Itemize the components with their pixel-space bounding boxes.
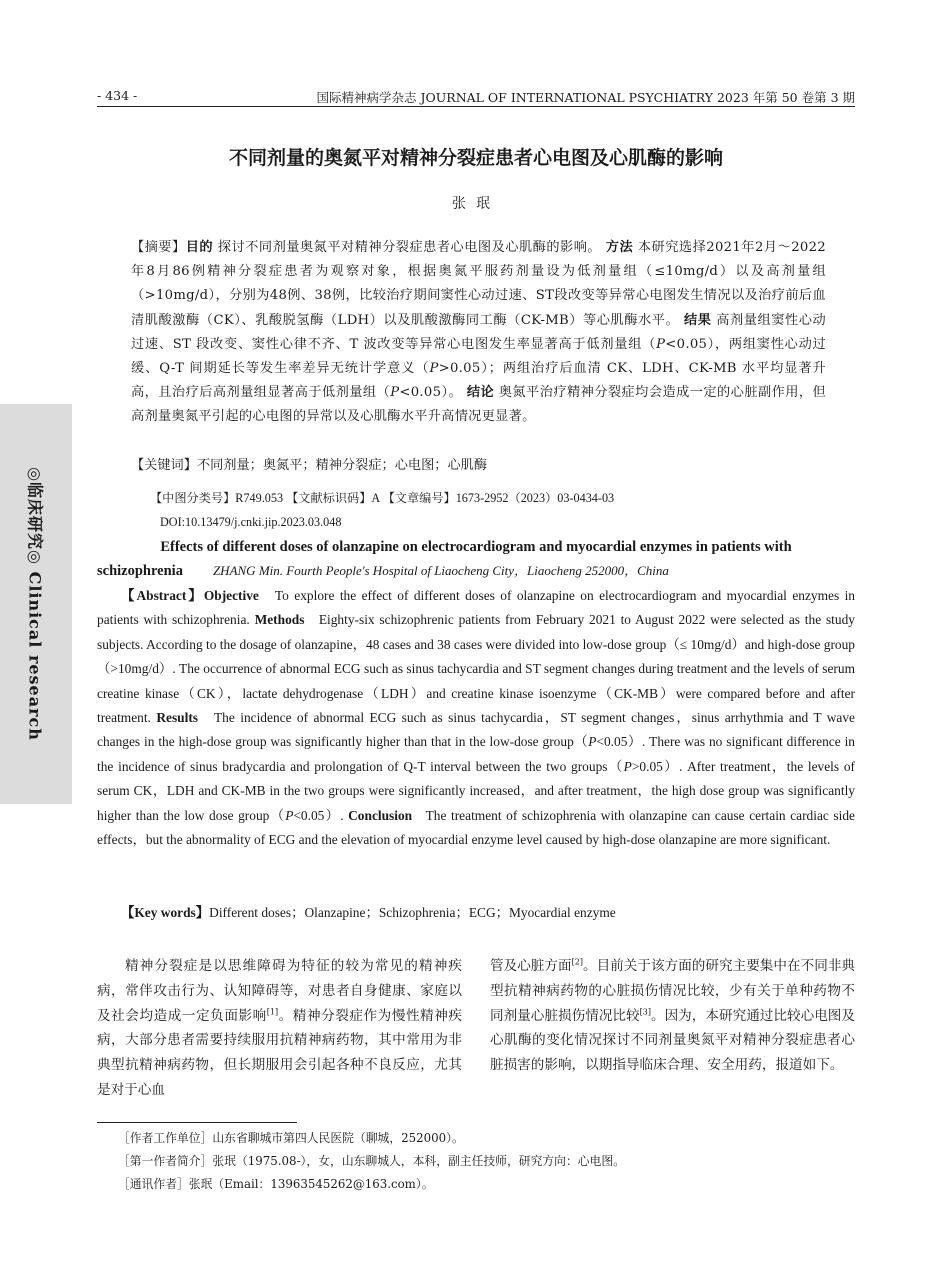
- keywords-en-label: 【Key words】: [121, 905, 210, 920]
- objective-text: 探讨不同剂量奥氮平对精神分裂症患者心电图及心肌酶的影响。: [217, 240, 602, 255]
- conclusion-en-text: The treatment of schizophrenia with olanzapine can cause certain cardiac side effects，but the abnormality of ECG and the elevation of myocardial enzyme level caused by high-dose olanzapine are more significant.: [97, 807, 855, 848]
- body-column-right: [490, 954, 855, 1078]
- objective-en-label: Objective: [203, 588, 259, 603]
- footnote-affiliation: ［作者工作单位］山东省聊城市第四人民医院（聊城，252000）。: [118, 1131, 464, 1145]
- methods-en-text: Eighty-six schizophrenic patients from February 2021 to August 2022 were selected as the study subjects. According to the dosage of olanzapine，48 cases and 38 cases were divided into low-dose group（≤ 10mg/d）and high-dose group（>10mg/d）. The occurrence of abnormal ECG such as sinus tachycardia and ST segment changes during treatment and the levels of serum creatine kinase（CK），lactate dehydrogenase（LDH）and creatine kinase isoenzyme（CK-MB）were compared before and after treatment.: [97, 612, 855, 726]
- conclusion-label: 结论: [466, 385, 495, 401]
- citation-ref[interactable]: [3]: [639, 1007, 651, 1017]
- results-en-text: >0.05）. After treatment，the levels of serum CK，LDH and CK-MB in the two groups were significantly increased，and after treatment，the high dose group was significantly higher than the low dose group（: [97, 758, 856, 823]
- objective-en-text: To explore the effect of different doses of olanzapine on electrocardiogram and myocardial enzymes in patients with schizophrenia.: [97, 588, 855, 628]
- results-text: <0.05）。: [399, 385, 463, 401]
- keywords-english: [121, 902, 855, 924]
- footnote-corresponding: ［通讯作者］张珉（Email：13963545262@163.com）。: [118, 1177, 434, 1191]
- body-text: 精神分裂症是以思维障碍为特征的较为常见的精神疾病，常伴攻击行为、认知障碍等，对患者自身健康、家庭以及社会均造成一定负面影响: [97, 958, 462, 1024]
- results-en-text: The incidence of abnormal ECG such as sinus tachycardia，ST segment changes，sinus arrhythmia and T wave changes in the high-dose group was significantly higher than that in the low-dose group（: [97, 710, 855, 750]
- body-text: 管及心脏方面: [490, 958, 572, 974]
- citation-ref[interactable]: [1]: [266, 1007, 279, 1017]
- keywords-label: 【关键词】: [131, 458, 197, 473]
- results-en-label: Results: [156, 710, 199, 726]
- article-title: 不同剂量的奥氮平对精神分裂症患者心电图及心肌酶的影响: [228, 147, 723, 169]
- body-text: 。因为，本研究通过比较心电图及心肌酶的变化情况探讨不同剂量奥氮平对精神分裂症患者心脏损害的影响，以期指导临床合理、安全用药，报道如下。: [490, 1007, 856, 1074]
- results-en-text: <0.05）. There was no significant difference in the incidence of sinus bradycardia and prolongation of Q-T interval between the two groups（: [97, 734, 855, 774]
- english-title-block: [97, 535, 855, 583]
- footnote-first-author: ［第一作者简介］张珉（1975.08-），女，山东聊城人，本科，副主任技师，研究方向：心电图。: [118, 1154, 625, 1168]
- abstract-label: 【摘要】: [131, 240, 186, 255]
- keywords-chinese: [131, 456, 826, 476]
- results-text: 高剂量组窦性心动过速、ST 段改变、窦性心律不齐、T 波改变等异常心电图发生率显著高于低剂量组（: [131, 312, 827, 352]
- results-text: >0.05）；两组治疗后血清 CK、LDH、CK-MB 水平均显著升高，且治疗后高剂量组显著高于低剂量组（: [131, 361, 826, 401]
- classification-line: 【中图分类号】R749.053 【文献标识码】A 【文章编号】1673-2952（2023）03-0434-03: [150, 491, 615, 505]
- body-column-left: [97, 954, 462, 1103]
- p-value-symbol: P: [429, 361, 439, 377]
- footnote-divider: [97, 1122, 297, 1123]
- citation-ref[interactable]: [2]: [571, 957, 583, 967]
- page-number: - 434 -: [97, 88, 138, 103]
- p-value-symbol: P: [656, 336, 666, 352]
- english-affiliation: ZHANG Min. Fourth People's Hospital of Liaocheng City，Liaocheng 252000，China: [212, 563, 669, 578]
- methods-label: 方法: [605, 240, 634, 255]
- objective-label: 目的: [185, 240, 214, 255]
- keywords-text: 不同剂量；奥氮平；精神分裂症；心电图；心肌酶: [196, 458, 488, 473]
- p-value-symbol: P: [285, 807, 294, 823]
- abstract-chinese: [131, 236, 826, 430]
- methods-text: 本研究选择2021年2月～2022年8月86例精神分裂症患者为观察对象，根据奥氮平服药剂量设为低剂量组（≤10mg/d）以及高剂量组（>10mg/d），分别为48例、38例，比较治疗期间窦性心动过速、ST段改变等异常心电图发生情况以及治疗前后血清肌酸激酶（CK）、乳酸脱氢酶（LDH）以及肌酸激酶同工酶（CK-MB）等心肌酶水平。: [131, 240, 826, 328]
- section-side-label: ◎临床研究◎ Clinical research: [25, 467, 45, 741]
- results-label: 结果: [684, 312, 712, 328]
- conclusion-text: 奥氮平治疗精神分裂症均会造成一定的心脏副作用，但高剂量奥氮平引起的心电图的异常以及心肌酶水平升高情况更显著。: [131, 385, 827, 425]
- results-en-text: <0.05）.: [293, 807, 344, 823]
- abstract-en-label: 【Abstract】: [121, 588, 204, 603]
- body-text: 。目前关于该方面的研究主要集中在不同非典型抗精神病药物的心脏损伤情况比较，少有关于单种药物不同剂量心脏损伤情况比较: [490, 958, 856, 1024]
- methods-en-label: Methods: [254, 612, 305, 628]
- english-title-cont: schizophrenia: [97, 563, 183, 579]
- abstract-english: [97, 584, 855, 852]
- body-text: 。精神分裂症作为慢性精神疾病，大部分患者需要持续服用抗精神病药物，其中常用为非典型抗精神病药物，但长期服用会引起各种不良反应，尤其是对于心血: [97, 1007, 463, 1098]
- conclusion-en-label: Conclusion: [348, 807, 413, 823]
- doi-link[interactable]: DOI:10.13479/j.cnki.jip.2023.03.048: [160, 515, 342, 529]
- p-value-symbol: P: [588, 734, 597, 750]
- keywords-en-text: Different doses；Olanzapine；Schizophrenia；ECG；Myocardial enzyme: [209, 905, 616, 920]
- author-name: 张珉: [452, 196, 500, 212]
- journal-info: 国际精神病学杂志 JOURNAL OF INTERNATIONAL PSYCHIATRY 2023 年第 50 卷第 3 期: [316, 90, 855, 105]
- p-value-symbol: P: [390, 385, 400, 401]
- english-title: Effects of different doses of olanzapine on electrocardiogram and myocardial enzymes in patients with: [160, 539, 792, 555]
- running-header: [97, 88, 855, 107]
- p-value-symbol: P: [623, 758, 632, 774]
- results-text: <0.05），两组窦性心动过缓、Q-T 间期延长等发生率差异无统计学意义（: [131, 336, 826, 377]
